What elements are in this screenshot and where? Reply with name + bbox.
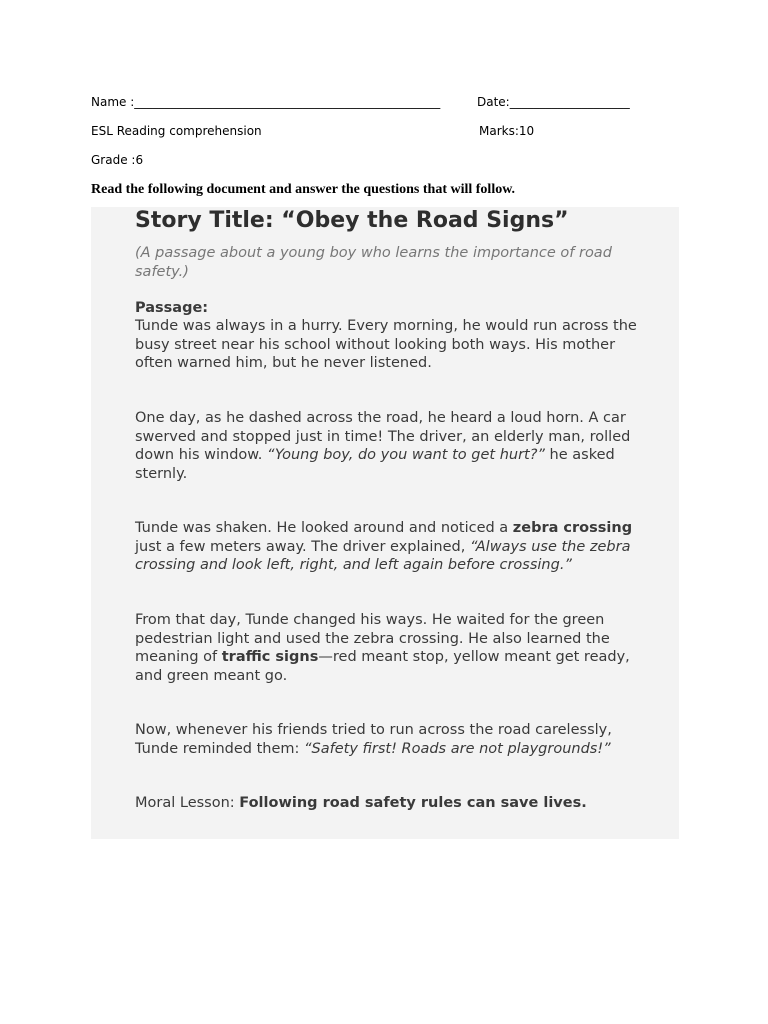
paragraph-5: Now, whenever his friends tried to run across the road carelessly, Tunde reminded them: “Safety first! Roads are not playgrounds!” xyxy=(135,722,612,757)
instruction-text: Read the following document and answer the questions that will follow. xyxy=(91,182,516,197)
moral-lesson: Moral Lesson: Following road safety rules can save lives. xyxy=(135,795,587,811)
paragraph-1: Tunde was always in a hurry. Every morning, he would run across the busy street near his school without looking both ways. His mother often warned him, but he never listened. xyxy=(135,318,637,371)
story-image xyxy=(91,207,679,839)
traffic-signs-term: traffic signs xyxy=(221,649,319,665)
date-field-label: Date:____________________ xyxy=(477,95,630,109)
zebra-crossing-term: zebra crossing xyxy=(512,520,633,536)
driver-quote: “Young boy, do you want to get hurt?” xyxy=(267,447,545,463)
grade-label: Grade :6 xyxy=(91,153,144,167)
marks-label: Marks:10 xyxy=(479,124,535,138)
story-subtitle: (A passage about a young boy who learns the importance of road safety.) xyxy=(135,245,612,280)
moral-lesson-text: Following road safety rules can save lives. xyxy=(239,795,587,811)
story-title: Story Title: “Obey the Road Signs” xyxy=(135,208,569,233)
subject-label: ESL Reading comprehension xyxy=(91,124,262,138)
driver-advice-quote: “Always use the zebra crossing and look left, right, and left again before crossing.” xyxy=(135,538,631,573)
safety-quote: “Safety first! Roads are not playgrounds!” xyxy=(304,740,611,757)
passage-label: Passage: xyxy=(135,300,209,316)
paragraph-3: Tunde was shaken. He looked around and noticed a zebra crossing just a few meters away. The driver explained, “Always use the zebra crossing and look left, right, and left again before crossing.” xyxy=(135,520,633,573)
paragraph-2: One day, as he dashed across the road, he heard a loud horn. A car swerved and stopped just in time! The driver, an elderly man, rolled down his window. “Young boy, do you want to get hurt?” he asked sternly. xyxy=(135,410,631,482)
name-field-label: Name :___________________________________________________ xyxy=(91,95,441,109)
paragraph-4: From that day, Tunde changed his ways. He waited for the green pedestrian light and used the zebra crossing. He also learned the meaning of traffic signs—red meant stop, yellow meant get ready, and green meant go. xyxy=(135,612,630,684)
